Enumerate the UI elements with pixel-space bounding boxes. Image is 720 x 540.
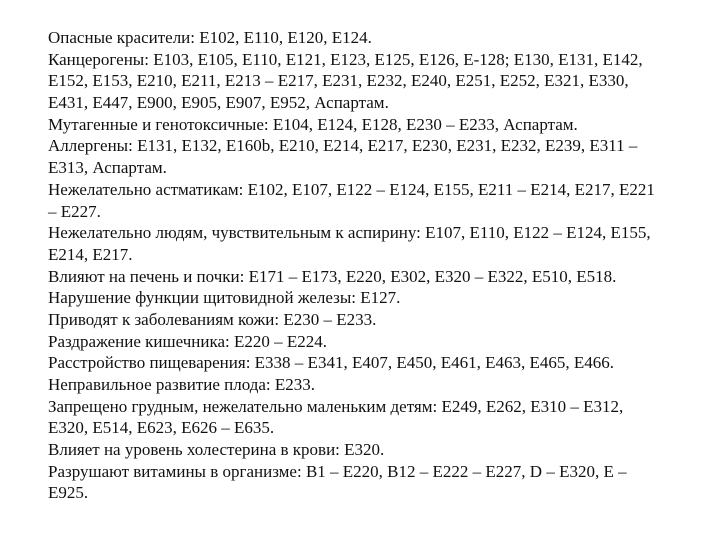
text-line: Мутагенные и генотоксичные: E104, E124, E128, E230 – E233, Аспартам.	[48, 114, 578, 134]
text-line: E214, E217.	[48, 244, 133, 264]
text-line: Раздражение кишечника: E220 – E224.	[48, 331, 328, 351]
text-line: Нарушение функции щитовидной железы: E127.	[48, 288, 401, 308]
text-line: Разрушают витамины в организме: B1 – E220, B12 – E222 – E227, D – E320, E –	[48, 461, 627, 481]
text-line: Нежелательно астматикам: E102, E107, E122 – E124, E155, E211 – E214, E217, E221	[48, 179, 655, 199]
text-line: E313, Аспартам.	[48, 158, 167, 178]
text-line: Опасные красители: E102, E110, E120, E124.	[48, 28, 372, 47]
text-line: Канцерогены: E103, E105, E110, E121, E123, E125, E126, E-128; E130, E131, E142,	[48, 49, 643, 69]
text-line: Влияет на уровень холестерина в крови: E320.	[48, 440, 385, 460]
text-line: E431, E447, E900, E905, E907, E952, Аспартам.	[48, 93, 389, 113]
text-line: Влияют на печень и почки: E171 – E173, E220, E302, E320 – E322, E510, E518.	[48, 266, 617, 286]
text-line: Нежелательно людям, чувствительным к аспирину: E107, E110, E122 – E124, E155,	[48, 223, 651, 243]
text-line: E320, E514, E623, E626 – E635.	[48, 418, 275, 438]
text-line: – E227.	[48, 201, 101, 221]
document-body	[48, 27, 688, 504]
text-line: Аллергены: E131, E132, E160b, E210, E214, E217, E230, E231, E232, E239, E311 –	[48, 136, 638, 156]
text-line: E925.	[48, 483, 89, 503]
text-line: Неправильное развитие плода: E233.	[48, 375, 316, 394]
text-line: Запрещено грудным, нежелательно маленьким детям: E249, E262, E310 – E312,	[48, 396, 624, 416]
text-line: Приводят к заболеваниям кожи: E230 – E233.	[48, 309, 377, 329]
text-line: E152, E153, E210, E211, E213 – E217, E231, E232, E240, E251, E252, E321, E330,	[48, 71, 629, 91]
text-line: Расстройство пищеварения: E338 – E341, E407, E450, E461, E463, E465, E466.	[48, 353, 614, 373]
